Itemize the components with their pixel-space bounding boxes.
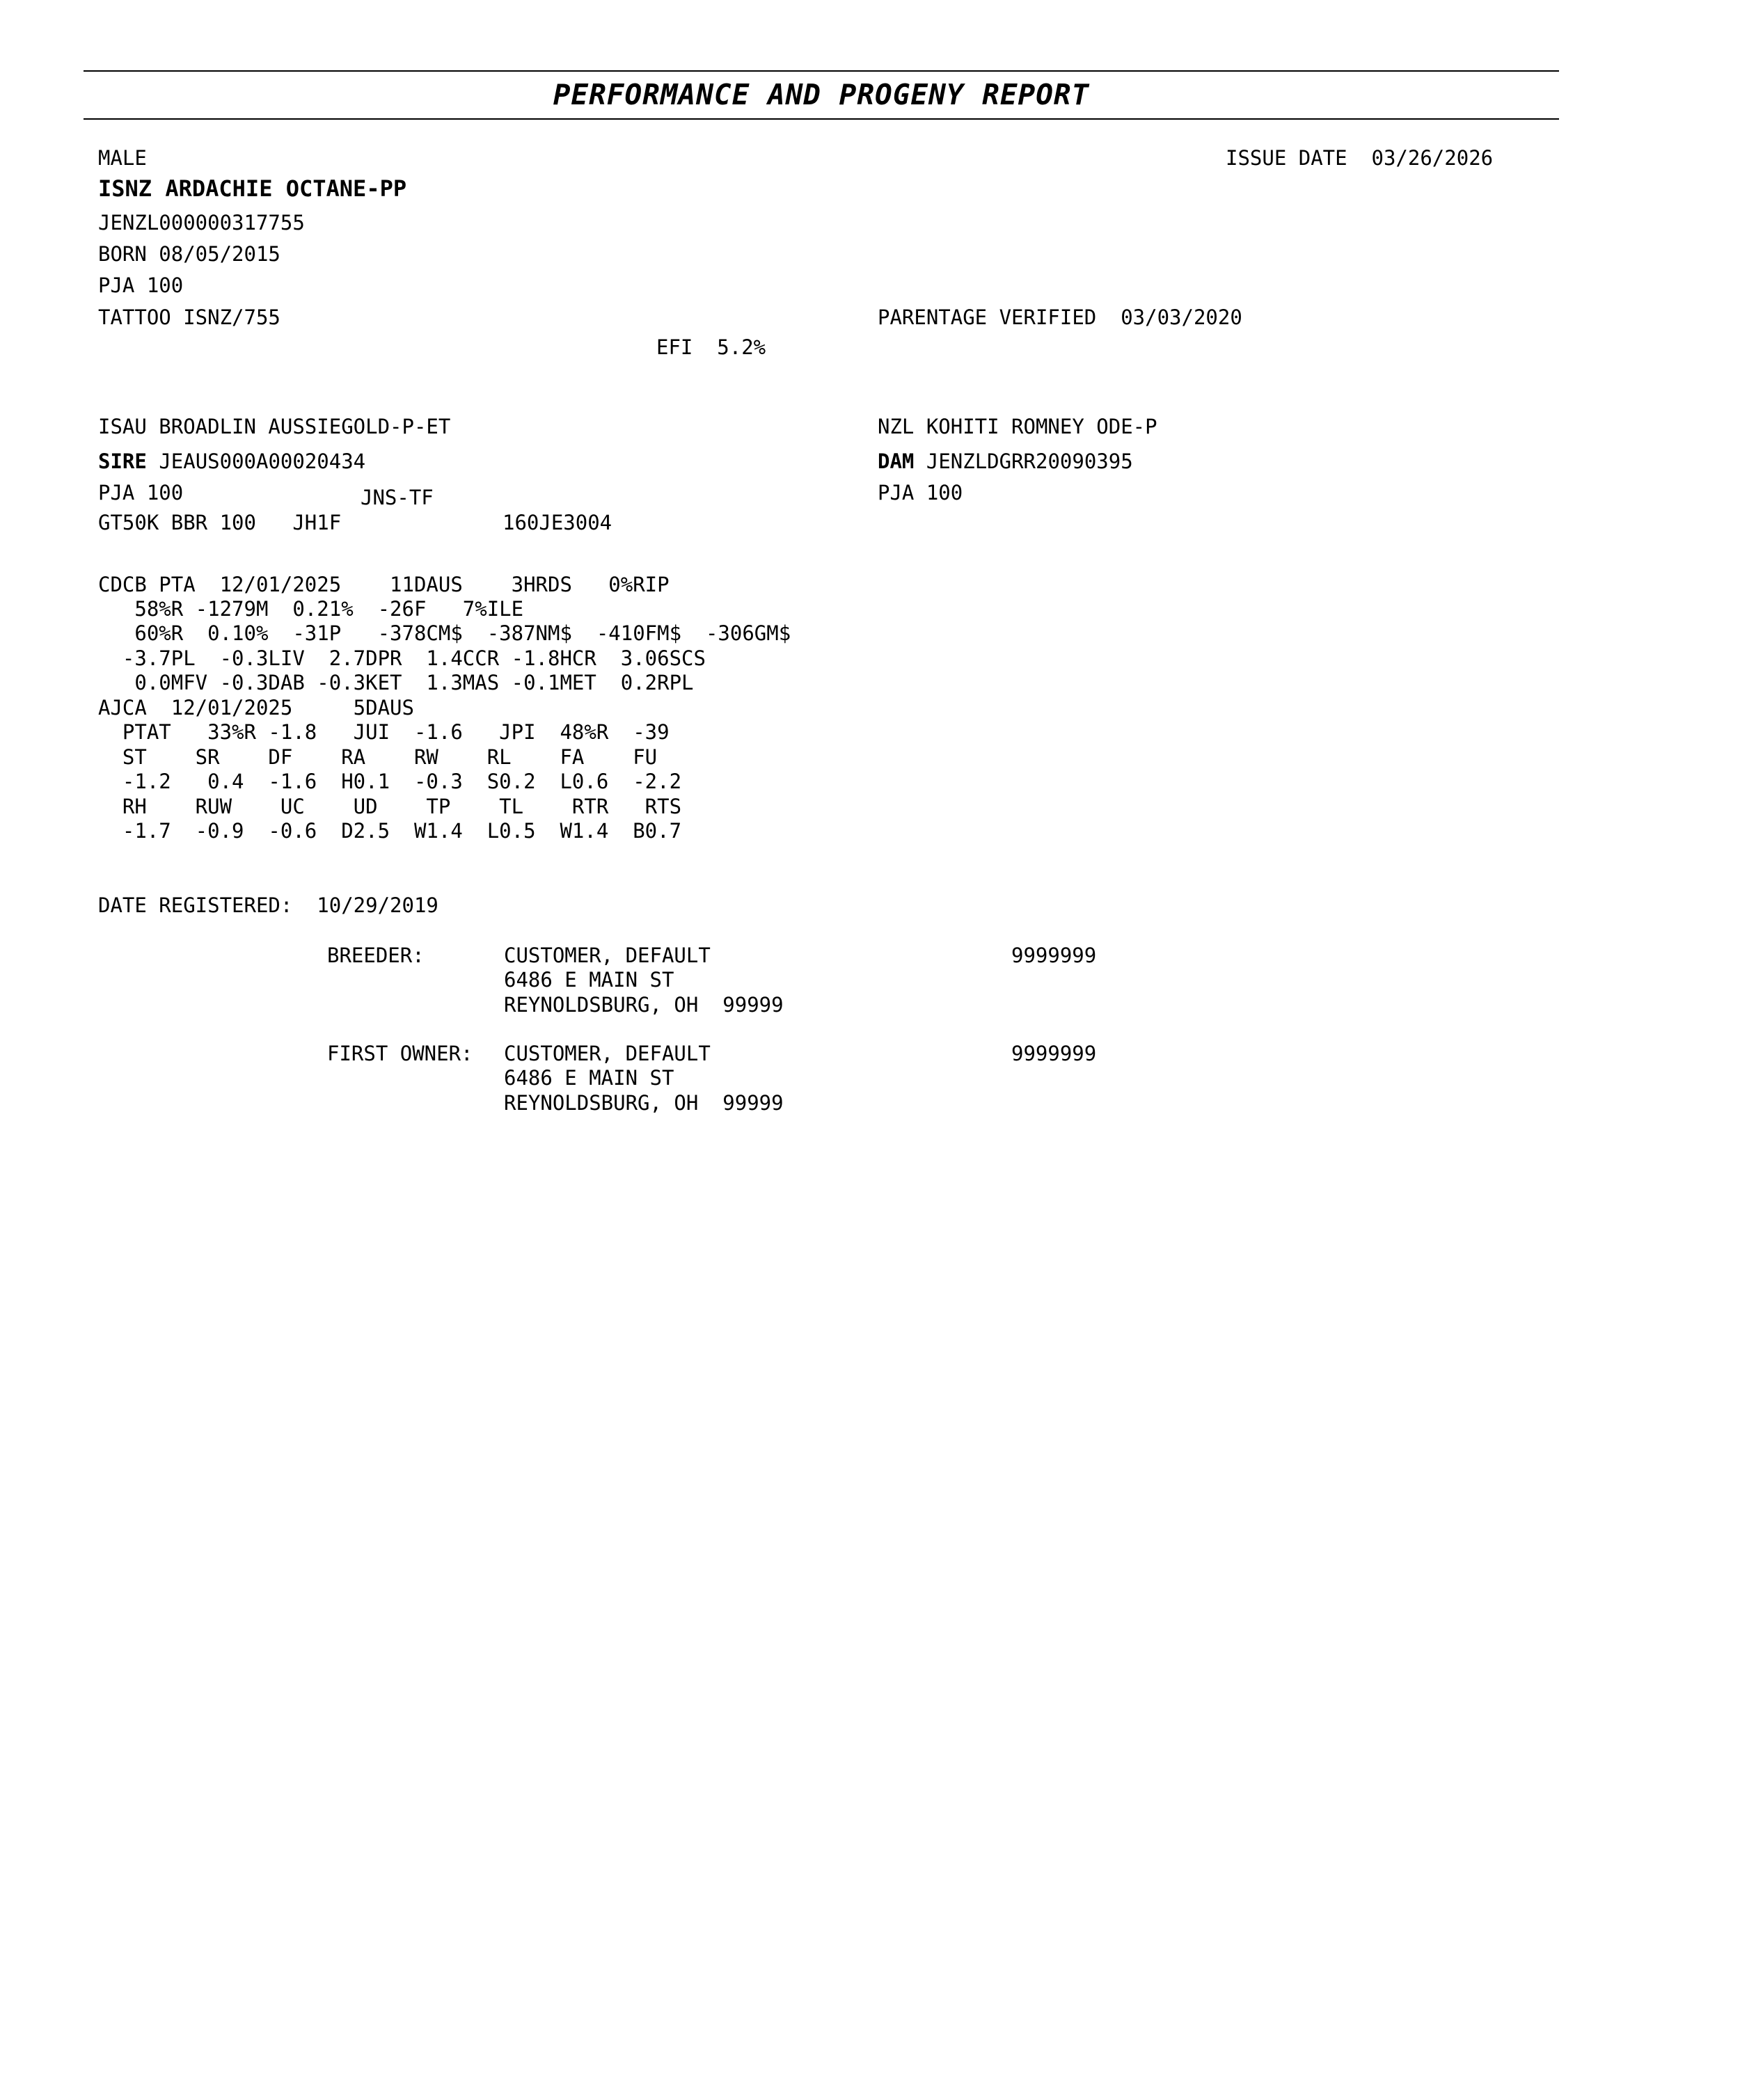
first-owner-label: FIRST OWNER:: [327, 1042, 473, 1065]
dam-reg-line: [878, 450, 1133, 473]
sire-name: ISAU BROADLIN AUSSIEGOLD-P-ET: [98, 415, 451, 438]
evaluation-line: ST SR DF RA RW RL FA FU: [98, 745, 658, 769]
evaluation-line: -3.7PL -0.3LIV 2.7DPR 1.4CCR -1.8HCR 3.06SCS: [98, 646, 706, 670]
first-owner-name: CUSTOMER, DEFAULT: [504, 1042, 711, 1065]
breeder-name: CUSTOMER, DEFAULT: [504, 944, 711, 967]
sire-reg: JEAUS000A00020434: [159, 450, 366, 473]
issue-date: ISSUE DATE 03/26/2026: [1226, 146, 1494, 170]
evaluation-line: 0.0MFV -0.3DAB -0.3KET 1.3MAS -0.1MET 0.2RPL: [98, 671, 694, 694]
date-registered: DATE REGISTERED: 10/29/2019: [98, 893, 438, 917]
sire-naab-code: 160JE3004: [503, 511, 612, 534]
sire-genomic-line: GT50K BBR 100 JH1F: [98, 511, 342, 534]
sire-code: JNS-TF: [361, 486, 434, 509]
sire-reg-line: [98, 450, 365, 473]
evaluation-line: CDCB PTA 12/01/2025 11DAUS 3HRDS 0%RIP: [98, 573, 670, 596]
animal-pja: PJA 100: [98, 273, 184, 297]
sire-pja: PJA 100: [98, 481, 184, 504]
animal-efi: EFI 5.2%: [656, 335, 766, 359]
breeder-address-line1: 6486 E MAIN ST: [504, 968, 674, 992]
first-owner-id: 9999999: [1011, 1042, 1097, 1065]
report-title: PERFORMANCE AND PROGENY REPORT: [553, 78, 1090, 111]
animal-reg-number: JENZL000000317755: [98, 211, 305, 234]
animal-name: ISNZ ARDACHIE OCTANE-PP: [98, 175, 407, 202]
evaluation-line: AJCA 12/01/2025 5DAUS: [98, 696, 414, 719]
breeder-label: BREEDER:: [327, 944, 425, 967]
dam-label: DAM: [878, 450, 915, 473]
dam-reg: JENZLDGRR20090395: [926, 450, 1133, 473]
evaluation-line: RH RUW UC UD TP TL RTR RTS: [98, 795, 682, 818]
top-rule: [84, 70, 1559, 72]
evaluation-line: -1.2 0.4 -1.6 H0.1 -0.3 S0.2 L0.6 -2.2: [98, 770, 682, 793]
evaluation-line: 58%R -1279M 0.21% -26F 7%ILE: [98, 597, 524, 621]
breeder-address-line2: REYNOLDSBURG, OH 99999: [504, 993, 784, 1017]
evaluation-line: 60%R 0.10% -31P -378CM$ -387NM$ -410FM$ -306GM$: [98, 621, 791, 645]
first-owner-address-line1: 6486 E MAIN ST: [504, 1066, 674, 1090]
animal-born: BORN 08/05/2015: [98, 242, 280, 266]
title-underline-rule: [84, 118, 1559, 120]
first-owner-address-line2: REYNOLDSBURG, OH 99999: [504, 1091, 784, 1115]
animal-sex: MALE: [98, 146, 147, 170]
parentage-verified: PARENTAGE VERIFIED 03/03/2020: [878, 305, 1242, 329]
sire-label: SIRE: [98, 450, 147, 473]
dam-pja: PJA 100: [878, 481, 963, 504]
evaluation-line: PTAT 33%R -1.8 JUI -1.6 JPI 48%R -39: [98, 720, 670, 744]
breeder-id: 9999999: [1011, 944, 1097, 967]
dam-name: NZL KOHITI ROMNEY ODE-P: [878, 415, 1157, 438]
evaluation-line: -1.7 -0.9 -0.6 D2.5 W1.4 L0.5 W1.4 B0.7: [98, 819, 682, 843]
animal-tattoo: TATTOO ISNZ/755: [98, 305, 280, 329]
